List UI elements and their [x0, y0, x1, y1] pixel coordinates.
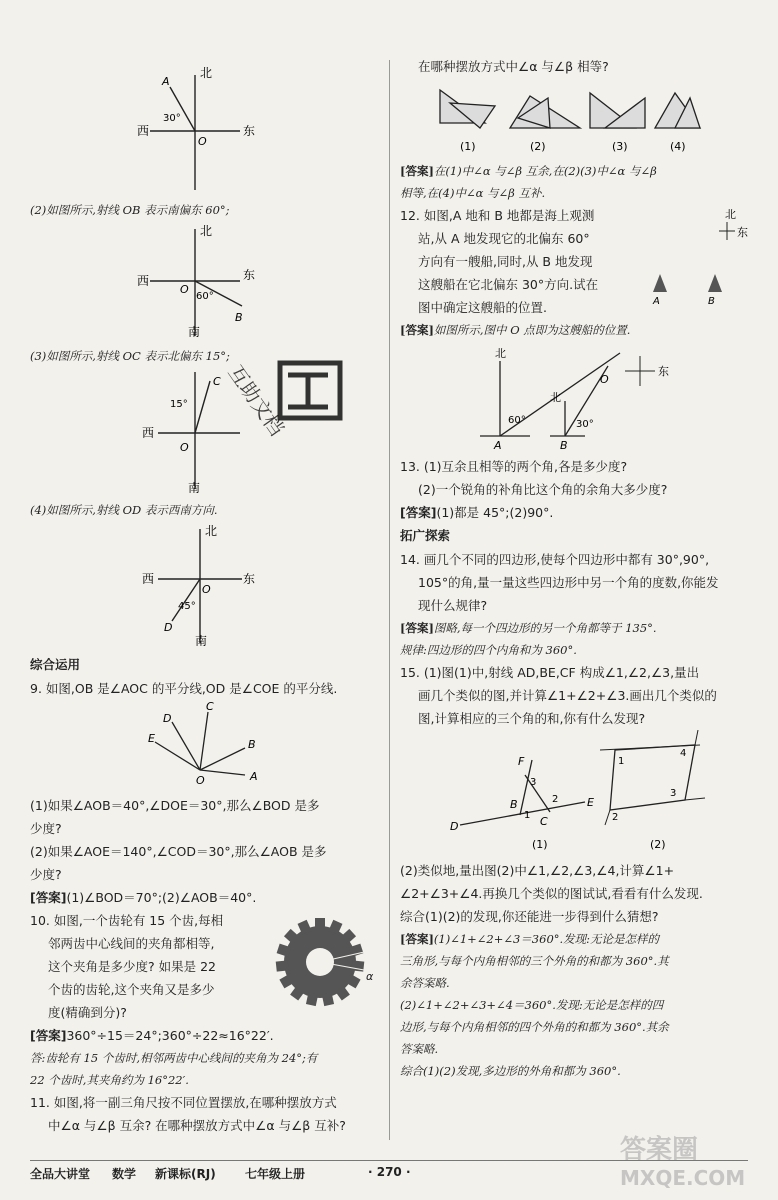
- q15-text-e: ∠2+∠3+∠4.再换几个类似的图试试,看看有什么发现.: [400, 886, 703, 901]
- q15-answer-5: 边形,与每个内角相邻的四个外角的和都为 360°.其余: [400, 1020, 669, 1034]
- figure-compass-1: [30, 55, 385, 195]
- q8-3-text: (3)如图所示,射线 OC 表示北偏东 15°;: [30, 349, 230, 363]
- svg-text:4: 4: [680, 748, 687, 759]
- svg-text:(1): (1): [532, 838, 548, 851]
- q14-text-a: 14. 画几个不同的四边形,使每个四边形中都有 30°,90°,: [400, 552, 710, 567]
- q15-text-c: 图,计算相应的三个角的和,你有什么发现?: [418, 711, 646, 726]
- q15-answer-1: [答案](1)∠1+∠2+∠3＝360°.发现:无论是怎样的: [400, 932, 660, 946]
- figure-compass-4: [30, 521, 385, 649]
- q15-text-f: 综合(1)(2)的发现,你还能进一步得到什么猜想?: [400, 909, 659, 924]
- right-column: [400, 55, 755, 1082]
- figure-compass-2: [30, 221, 385, 341]
- svg-text:O: O: [600, 373, 609, 386]
- svg-text:O: O: [180, 283, 189, 296]
- svg-text:2: 2: [552, 794, 559, 805]
- q10-text-b: 邻两齿中心线间的夹角都相等,: [48, 936, 215, 951]
- svg-text:C: C: [206, 700, 214, 713]
- q15-answer-6: 答案略.: [400, 1042, 439, 1056]
- svg-text:答案圈: 答案圈: [620, 1135, 699, 1165]
- q15-answer-3: 余答案略.: [400, 976, 450, 990]
- q8-4-text: (4)如图所示,射线 OD 表示西南方向.: [30, 503, 218, 517]
- svg-text:西: 西: [142, 426, 155, 440]
- q15-answer-7: 综合(1)(2)发现,多边形的外角和都为 360°.: [400, 1064, 621, 1078]
- q11-text-c: 在哪种摆放方式中∠α 与∠β 相等?: [418, 59, 609, 74]
- q15-text-a: 15. (1)图(1)中,射线 AD,BE,CF 构成∠1,∠2,∠3,量出: [400, 665, 700, 680]
- q14-text-c: 现什么规律?: [418, 598, 488, 613]
- svg-text:东: 东: [243, 268, 256, 282]
- q11-text-a: 11. 如图,将一副三角尺按不同位置摆放,在哪种摆放方式: [30, 1095, 337, 1110]
- q12-text-c: 方向有一艘船,同时,从 B 地发现: [418, 254, 593, 269]
- figure-angle-bisectors: [30, 700, 385, 790]
- svg-text:60°: 60°: [196, 291, 214, 302]
- footer-brand: 全品大讲堂: [30, 1167, 91, 1181]
- q11-text-b: 中∠α 与∠β 互余? 在哪种摆放方式中∠α 与∠β 互补?: [48, 1118, 346, 1133]
- svg-text:南: 南: [188, 481, 201, 495]
- q12-text-d: 这艘船在它北偏东 30°方向.试在: [418, 277, 599, 292]
- q9-answer: [答案](1)∠BOD＝70°;(2)∠AOB＝40°.: [30, 890, 257, 905]
- svg-text:B: B: [248, 738, 256, 751]
- q10-text-d: 个齿的齿轮,这个夹角又是多少: [48, 982, 215, 997]
- q9-text: 9. 如图,OB 是∠AOC 的平分线,OD 是∠COE 的平分线.: [30, 681, 338, 696]
- svg-text:北: 北: [550, 391, 561, 404]
- svg-text:南: 南: [188, 325, 201, 339]
- page-footer: [30, 1160, 748, 1183]
- q12-text-e: 图中确定这艘船的位置.: [418, 300, 547, 315]
- q9-1a-text: (1)如果∠AOB＝40°,∠DOE＝30°,那么∠BOD 是多: [30, 798, 320, 813]
- svg-text:南: 南: [195, 634, 208, 648]
- svg-text:北: 北: [205, 524, 218, 538]
- q11-answer-2: 相等,在(4)中∠α 与∠β 互补.: [400, 186, 546, 200]
- svg-text:1: 1: [618, 756, 625, 767]
- east-label: 东: [243, 124, 256, 138]
- observation-stations-figure: [645, 204, 755, 314]
- stamp-watermark: [210, 345, 355, 445]
- svg-text:D: D: [163, 712, 172, 725]
- q13-text-b: (2)一个锐角的补角比这个角的余角大多少度?: [418, 482, 668, 497]
- svg-text:O: O: [198, 135, 207, 148]
- q15-text-d: (2)类似地,量出图(2)中∠1,∠2,∠3,∠4,计算∠1+: [400, 863, 675, 878]
- svg-text:A: A: [653, 296, 660, 307]
- svg-text:东: 东: [658, 365, 669, 378]
- stamp-text: 互助文档: [223, 360, 289, 441]
- svg-text:C: C: [540, 815, 548, 828]
- svg-text:45°: 45°: [178, 601, 196, 612]
- svg-text:E: E: [587, 796, 594, 809]
- svg-text:B: B: [235, 311, 243, 324]
- svg-text:(4): (4): [670, 140, 686, 153]
- svg-text:3: 3: [530, 777, 537, 788]
- q13-text-a: 13. (1)互余且相等的两个角,各是多少度?: [400, 459, 628, 474]
- north-label: 北: [200, 66, 213, 80]
- triangle-rulers-figure: [400, 78, 755, 156]
- svg-text:B: B: [510, 798, 518, 811]
- q9-1b-text: 少度?: [30, 821, 62, 836]
- svg-text:15°: 15°: [170, 399, 188, 410]
- q10-answer: [答案]360°÷15＝24°;360°÷22≈16°22′.: [30, 1028, 274, 1043]
- svg-text:3: 3: [670, 788, 677, 799]
- svg-text:30°: 30°: [576, 419, 594, 430]
- q14-text-b: 105°的角,量一量这些四边形中另一个角的度数,你能发: [418, 575, 719, 590]
- exterior-angles-figure: [400, 730, 755, 855]
- svg-text:O: O: [180, 441, 189, 454]
- q10-answer-3: 22 个齿时,其夹角约为 16°22′.: [30, 1073, 189, 1087]
- q12-text-b: 站,从 A 地发现它的北偏东 60°: [418, 231, 590, 246]
- svg-text:A: A: [250, 770, 258, 783]
- q9-2b-text: 少度?: [30, 867, 62, 882]
- footer-grade: 七年级上册: [245, 1167, 306, 1181]
- svg-text:北: 北: [200, 224, 213, 238]
- svg-text:(2): (2): [530, 140, 546, 153]
- svg-text:东: 东: [737, 226, 748, 239]
- west-label: 西: [137, 124, 150, 138]
- footer-subject: 数学: [112, 1167, 137, 1181]
- svg-text:2: 2: [612, 812, 619, 823]
- svg-text:O: O: [202, 583, 211, 596]
- q15-answer-2: 三角形,与每个内角相邻的三个外角的和都为 360°.其: [400, 954, 669, 968]
- q12-text-a: 12. 如图,A 地和 B 地都是海上观测: [400, 208, 595, 223]
- section-heading: 综合运用: [30, 657, 81, 672]
- svg-text:北: 北: [725, 208, 736, 221]
- svg-text:α: α: [366, 970, 374, 983]
- q14-answer: [答案]图略,每一个四边形的另一个角都等于 135°.: [400, 621, 657, 635]
- svg-text:(3): (3): [612, 140, 628, 153]
- svg-text:D: D: [164, 621, 173, 634]
- q15-answer-4: (2)∠1+∠2+∠3+∠4＝360°.发现:无论是怎样的四: [400, 998, 664, 1012]
- q10-text-c: 这个夹角是多少度? 如果是 22: [48, 959, 216, 974]
- svg-text:1: 1: [524, 810, 531, 821]
- section-heading-2: 拓广探索: [400, 528, 451, 543]
- q10-text-a: 10. 如图,一个齿轮有 15 个齿,每相: [30, 913, 224, 928]
- svg-text:60°: 60°: [508, 415, 526, 426]
- ship-location-figure: [400, 341, 755, 451]
- svg-text:A: A: [494, 439, 502, 451]
- svg-text:B: B: [708, 296, 715, 307]
- q10-text-e: 度(精确到分)?: [48, 1005, 127, 1020]
- svg-text:西: 西: [142, 572, 155, 586]
- svg-text:30°: 30°: [163, 113, 181, 124]
- left-column: [30, 55, 385, 1137]
- q11-answer: [答案]在(1)中∠α 与∠β 互余,在(2)(3)中∠α 与∠β: [400, 164, 657, 178]
- svg-text:MXQE.COM: MXQE.COM: [620, 1166, 746, 1190]
- svg-text:西: 西: [137, 274, 150, 288]
- svg-text:B: B: [560, 439, 568, 451]
- svg-text:F: F: [518, 755, 525, 768]
- q14-answer-2: 规律:四边形的四个内角和为 360°.: [400, 643, 577, 657]
- q9-2a-text: (2)如果∠AOE＝140°,∠COD＝30°,那么∠AOB 是多: [30, 844, 327, 859]
- page-number: · 270 ·: [368, 1165, 411, 1179]
- q13-answer: [答案](1)都是 45°;(2)90°.: [400, 505, 554, 520]
- gear-figure: [270, 907, 380, 1017]
- column-divider: [389, 60, 390, 1140]
- svg-text:E: E: [148, 732, 155, 745]
- svg-text:北: 北: [495, 347, 506, 360]
- svg-text:A: A: [162, 75, 170, 88]
- q12-answer: [答案]如图所示,图中 O 点即为这艘船的位置.: [400, 323, 631, 337]
- q15-text-b: 画几个类似的图,并计算∠1+∠2+∠3.画出几个类似的: [418, 688, 717, 703]
- svg-text:东: 东: [243, 572, 256, 586]
- answer-tag: [答案]: [30, 890, 67, 905]
- footer-edition: 新课标(RJ): [155, 1167, 216, 1181]
- svg-text:O: O: [196, 774, 205, 787]
- q10-answer-2: 答:齿轮有 15 个齿时,相邻两齿中心线间的夹角为 24°;有: [30, 1051, 318, 1065]
- svg-text:C: C: [213, 375, 221, 388]
- svg-text:(1): (1): [460, 140, 476, 153]
- q8-2-text: (2)如图所示,射线 OB 表示南偏东 60°;: [30, 203, 230, 217]
- svg-text:(2): (2): [650, 838, 666, 851]
- svg-text:D: D: [450, 820, 459, 833]
